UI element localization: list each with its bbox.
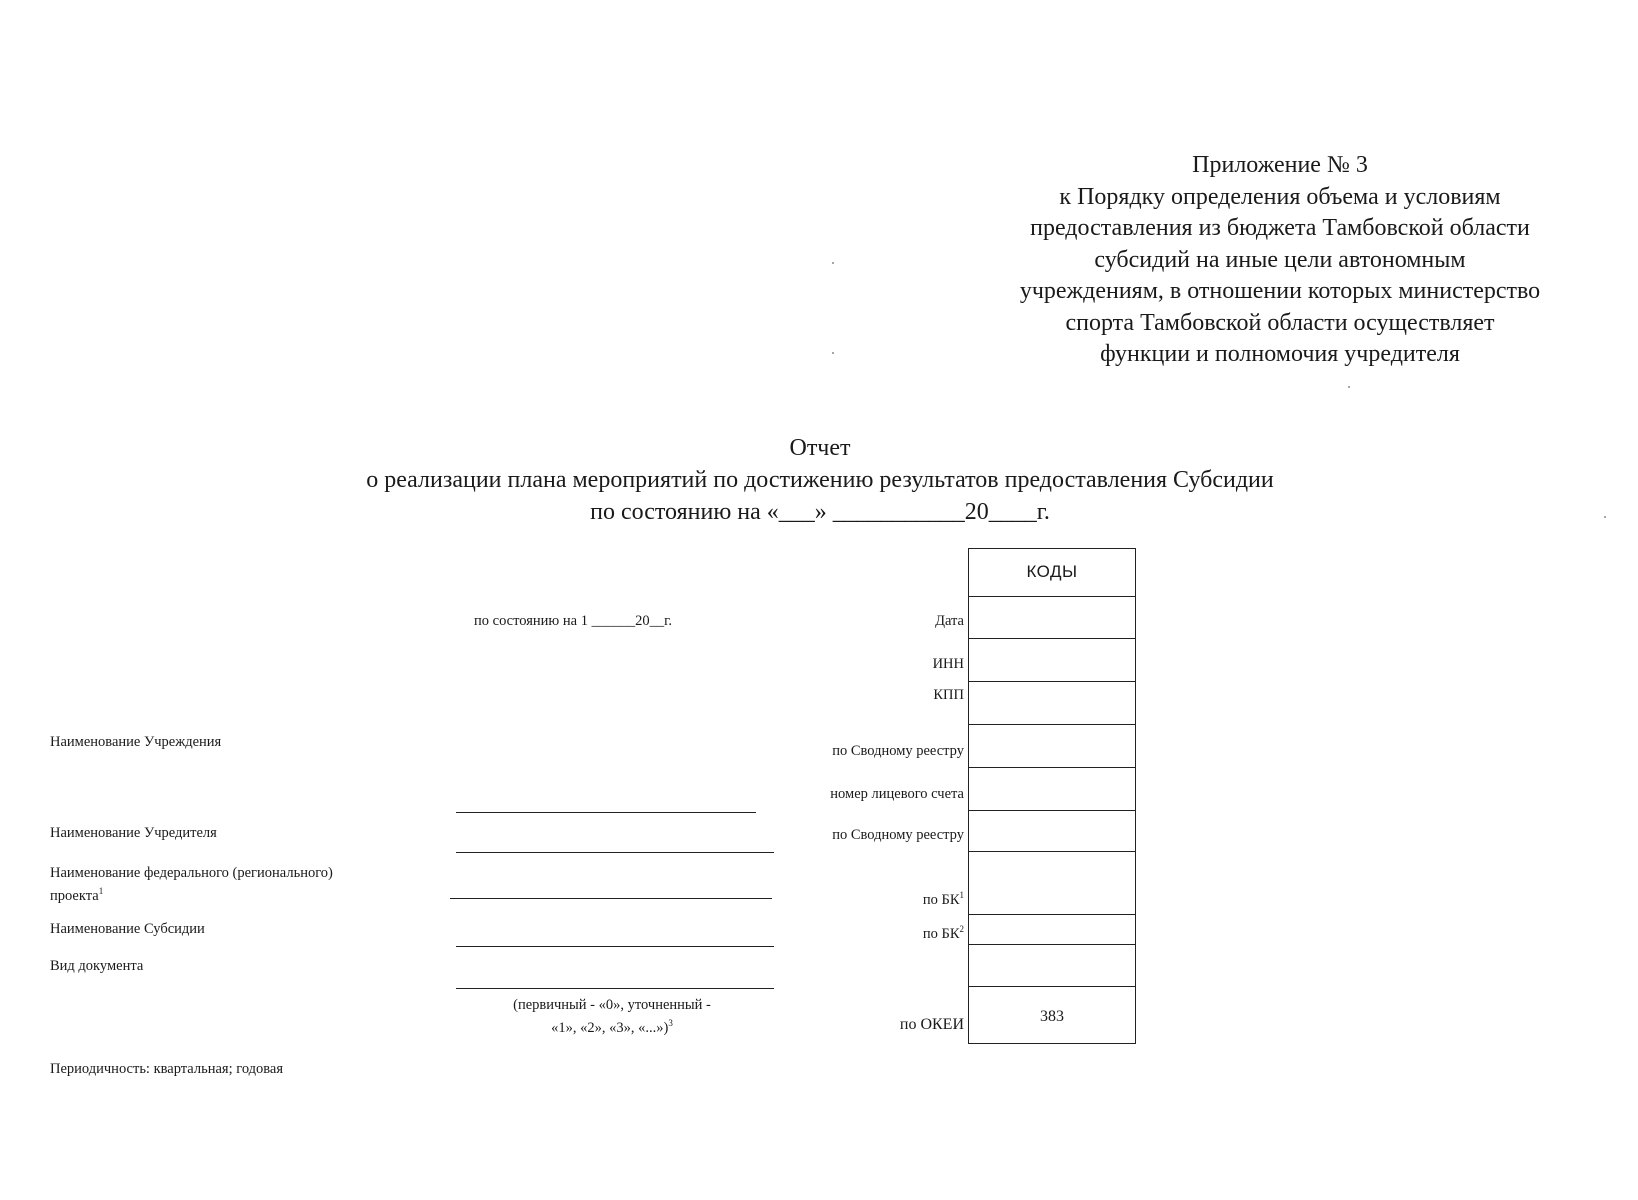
- codes-bk1-text: по БК: [922, 891, 960, 908]
- codes-table: [968, 548, 1136, 1044]
- institution-field-line: [456, 812, 756, 813]
- scan-speck: [1348, 386, 1350, 388]
- codes-row-divider: [968, 944, 1136, 945]
- document-type-hint-line2: «1», «2», «3», «...»): [551, 1019, 669, 1036]
- codes-row-divider: [968, 986, 1136, 987]
- subsidy-field-line: [456, 946, 774, 947]
- codes-bk2-footnote-ref: 2: [959, 924, 964, 934]
- project-label-line1: Наименование федерального (регионального): [50, 865, 333, 881]
- scan-speck: [832, 352, 834, 354]
- project-label-line2: проекта: [50, 887, 99, 904]
- document-type-label: Вид документа: [50, 958, 144, 974]
- report-date-line: по состоянию на «___» ___________20____г.: [590, 499, 1050, 525]
- document-type-hint-line1: (первичный - «0», уточненный -: [513, 997, 711, 1013]
- report-title-block: [260, 432, 1380, 528]
- codes-header: КОДЫ: [1026, 562, 1078, 581]
- codes-row-divider: [968, 810, 1136, 811]
- codes-registry-label-2: по Сводному реестру: [832, 827, 964, 843]
- document-type-field-line: [456, 988, 774, 989]
- codes-row-divider: [968, 851, 1136, 852]
- scan-speck: [1604, 516, 1606, 518]
- founder-label: Наименование Учредителя: [50, 825, 217, 841]
- project-footnote-ref: 1: [98, 886, 104, 896]
- appendix-line: учреждениям, в отношении которых министерство: [1019, 278, 1541, 304]
- appendix-line: спорта Тамбовской области осуществляет: [1065, 309, 1495, 336]
- codes-okei-label: по ОКЕИ: [899, 1016, 964, 1033]
- appendix-line: предоставления из бюджета Тамбовской области: [1030, 215, 1530, 241]
- subsidy-label: Наименование Субсидии: [50, 921, 205, 937]
- document-type-footnote-ref: 3: [668, 1018, 673, 1028]
- codes-row-divider: [968, 767, 1136, 768]
- appendix-header: [970, 150, 1590, 371]
- appendix-number: Приложение № 3: [1192, 152, 1368, 178]
- project-field-line: [450, 898, 772, 899]
- codes-registry-label: по Сводному реестру: [832, 743, 964, 759]
- document-type-hint: [456, 996, 768, 1037]
- codes-account-label: номер лицевого счета: [830, 786, 964, 802]
- founder-field-line: [456, 852, 774, 853]
- appendix-line: функции и полномочия учредителя: [1100, 341, 1460, 367]
- scan-speck: [832, 262, 834, 264]
- codes-row-divider: [968, 638, 1136, 639]
- codes-bk1-label: [800, 886, 964, 909]
- codes-kpp-label: КПП: [933, 687, 964, 703]
- codes-row-divider: [968, 596, 1136, 597]
- appendix-line: к Порядку определения объема и условиям: [1059, 183, 1501, 210]
- codes-okei-value: 383: [1040, 1008, 1064, 1025]
- codes-bk1-footnote-ref: 1: [959, 890, 964, 900]
- report-subtitle: о реализации плана мероприятий по достижению результатов предоставления Субсидии: [366, 467, 1274, 493]
- codes-date-label: Дата: [935, 613, 964, 629]
- codes-bk2-text: по БК: [922, 925, 960, 942]
- codes-row-divider: [968, 681, 1136, 682]
- codes-row-divider: [968, 724, 1136, 725]
- codes-inn-label: ИНН: [932, 656, 964, 672]
- codes-bk2-label: [800, 920, 964, 943]
- as-of-date: по состоянию на 1 ______20__г.: [474, 613, 673, 629]
- appendix-line: субсидий на иные цели автономным: [1094, 246, 1466, 273]
- codes-row-divider: [968, 914, 1136, 915]
- report-title: Отчет: [789, 435, 851, 461]
- periodicity-label: Периодичность: квартальная; годовая: [50, 1061, 284, 1077]
- institution-label: Наименование Учреждения: [50, 734, 222, 750]
- project-label: [50, 864, 333, 905]
